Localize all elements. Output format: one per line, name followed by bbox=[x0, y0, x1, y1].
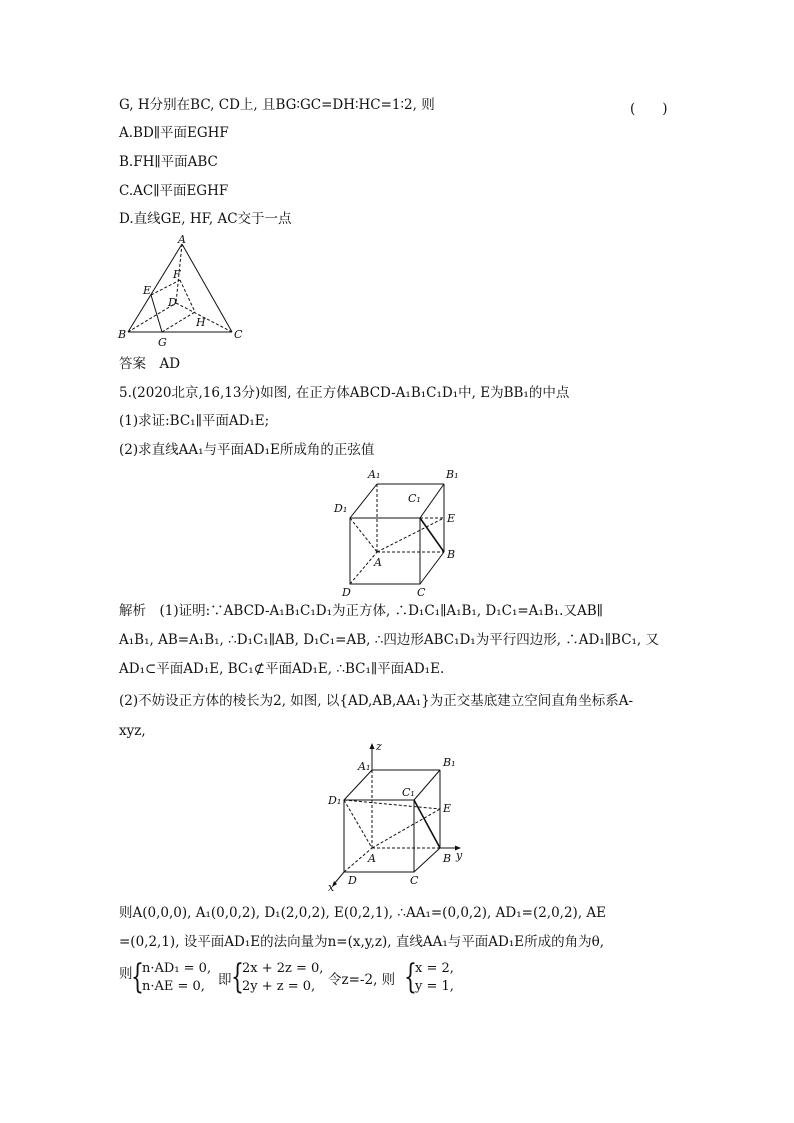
label-b1: B₁ bbox=[443, 756, 456, 769]
option-d: D.直线GE, HF, AC交于一点 bbox=[119, 211, 292, 227]
brace-2: { bbox=[231, 957, 244, 997]
solution-line3: AD₁⊂平面AD₁E, BC₁⊄平面AD₁E, ∴BC₁∥平面AD₁E. bbox=[119, 661, 445, 677]
edge-c1b1 bbox=[414, 770, 440, 800]
option-a: A.BD∥平面EGHF bbox=[119, 125, 229, 141]
label-e: E bbox=[443, 802, 452, 815]
q5-stem: 5.(2020北京,16,13分)如图, 在正方体ABCD-A₁B₁C₁D₁中, E为BB₁的中点 bbox=[119, 385, 570, 401]
label-b: B bbox=[118, 328, 127, 341]
axis-label-z: z bbox=[376, 740, 382, 753]
edge-d1a1 bbox=[344, 770, 372, 800]
label-d: D bbox=[342, 586, 351, 599]
front-face bbox=[350, 518, 420, 584]
axis-label-y: y bbox=[456, 849, 463, 862]
edge-cb bbox=[420, 552, 444, 584]
label-a1: A₁ bbox=[358, 760, 371, 773]
sys3-eq2: y = 1, bbox=[415, 979, 454, 994]
brace-3: { bbox=[404, 957, 417, 997]
label-c: C bbox=[410, 874, 419, 887]
answer-paren: ( ) bbox=[630, 101, 668, 117]
label-a: A bbox=[368, 852, 376, 865]
axis-label-x: x bbox=[328, 881, 335, 892]
label-b: B bbox=[443, 852, 452, 865]
edge-ab bbox=[128, 244, 182, 332]
brace-1: { bbox=[131, 957, 144, 997]
option-c: C.AC∥平面EGHF bbox=[119, 183, 229, 199]
sys1-eq2: n·AE = 0, bbox=[142, 979, 205, 994]
label-a1: A₁ bbox=[368, 468, 381, 481]
solution-line7: =(0,2,1), 设平面AD₁E的法向量为n=(x,y,z), 直线AA₁与平面AD₁E所成的角为θ, bbox=[119, 934, 605, 950]
coordinate-cube-figure bbox=[322, 740, 472, 892]
label-e: E bbox=[447, 512, 456, 525]
label-a: A bbox=[374, 556, 382, 569]
option-b: B.FH∥平面ABC bbox=[119, 154, 218, 170]
sys-let: 令z=-2, 则 bbox=[328, 972, 396, 988]
label-g: G bbox=[158, 336, 167, 349]
edge-c1b1 bbox=[420, 484, 444, 518]
x-axis bbox=[334, 872, 344, 884]
solution-line4: (2)不妨设正方体的棱长为2, 如图, 以{AD,AB,AA₁}为正交基底建立空间直角坐标系A- bbox=[119, 693, 634, 709]
segment-c1b bbox=[414, 800, 440, 848]
label-c: C bbox=[234, 328, 243, 341]
cube-figure bbox=[330, 462, 470, 600]
segment-d1e bbox=[344, 800, 440, 809]
q5-part1: (1)求证:BC₁∥平面AD₁E; bbox=[119, 413, 270, 429]
segment-eg bbox=[151, 295, 162, 332]
sys1-eq1: n·AD₁ = 0, bbox=[142, 961, 212, 976]
front-face bbox=[344, 800, 414, 872]
sys2-eq1: 2x + 2z = 0, bbox=[242, 961, 324, 976]
segment-d1a bbox=[344, 800, 372, 848]
tetrahedron-figure bbox=[110, 234, 250, 350]
label-a: A bbox=[178, 234, 186, 246]
segment-gh bbox=[162, 312, 195, 332]
solution-line1: 解析 (1)证明:∵ABCD-A₁B₁C₁D₁为正方体, ∴D₁C₁∥A₁B₁, D₁C₁=A₁B₁.又AB∥ bbox=[119, 603, 603, 619]
solution-line5: xyz, bbox=[119, 723, 146, 739]
segment-c1b bbox=[420, 518, 444, 552]
label-d: D bbox=[168, 296, 177, 309]
solution-line6: 则A(0,0,0), A₁(0,0,2), D₁(2,0,2), E(0,2,1), ∴AA₁=(0,0,2), AD₁=(2,0,2), AE bbox=[119, 905, 607, 921]
edge-d1a1 bbox=[350, 484, 377, 518]
q4-answer: 答案 AD bbox=[119, 356, 181, 372]
segment-d1a bbox=[350, 518, 377, 552]
q5-part2: (2)求直线AA₁与平面AD₁E所成角的正弦值 bbox=[119, 442, 375, 458]
label-d1: D₁ bbox=[334, 502, 348, 515]
z-arrow-icon bbox=[370, 743, 375, 749]
label-c1: C₁ bbox=[402, 786, 415, 799]
label-f: F bbox=[173, 268, 181, 281]
solution-line2: A₁B₁, AB=A₁B₁, ∴D₁C₁∥AB, D₁C₁=AB, ∴四边形ABC₁D₁为平行四边形, ∴AD₁∥BC₁, 又 bbox=[119, 632, 660, 648]
label-b: B bbox=[447, 548, 456, 561]
sys-prefix: 则 bbox=[119, 966, 133, 982]
label-c1: C₁ bbox=[408, 492, 421, 505]
edge-cb bbox=[414, 848, 440, 872]
sys3-eq1: x = 2, bbox=[415, 961, 454, 976]
edge-ac bbox=[182, 244, 232, 332]
edge-da bbox=[350, 552, 377, 584]
label-d: D bbox=[348, 874, 357, 887]
q4-stem-end: G, H分别在BC, CD上, 且BG∶GC=DH∶HC=1∶2, 则 bbox=[119, 97, 435, 113]
label-e: E bbox=[143, 284, 152, 297]
label-d1: D₁ bbox=[328, 794, 342, 807]
sys-mid: 即 bbox=[218, 972, 232, 988]
segment-ae bbox=[377, 518, 444, 552]
segment-fh bbox=[180, 280, 195, 312]
label-c: C bbox=[417, 586, 426, 599]
label-b1: B₁ bbox=[446, 468, 459, 481]
sys2-eq2: 2y + z = 0, bbox=[242, 979, 316, 994]
label-h: H bbox=[196, 316, 206, 329]
